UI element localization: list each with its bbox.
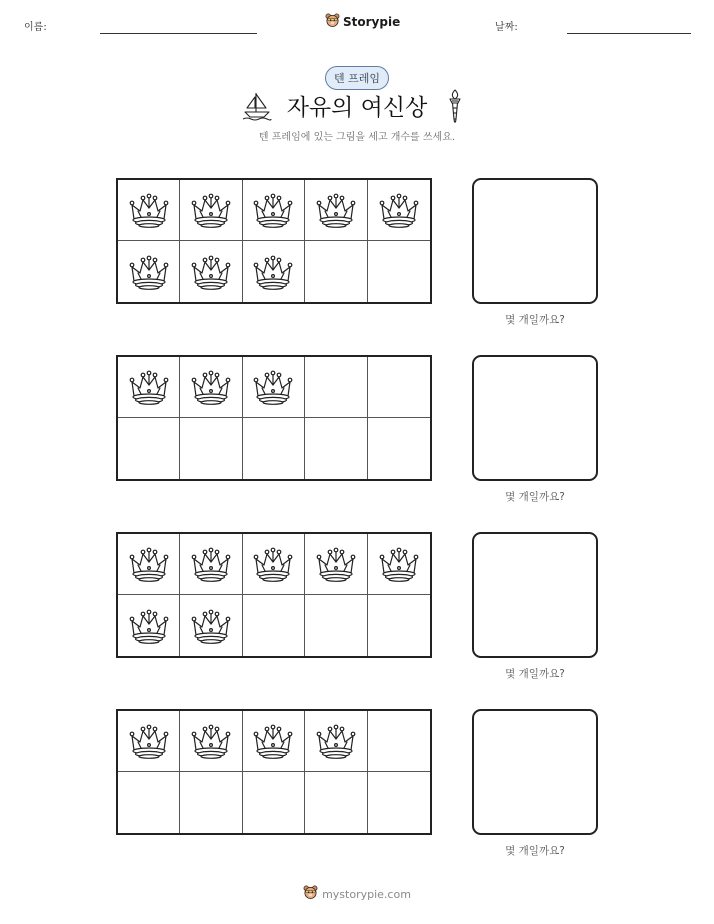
ten-frame-cell: [243, 241, 305, 302]
ten-frame-cell: [368, 357, 430, 418]
crown-icon: [253, 192, 293, 228]
ten-frame-cell: [180, 595, 242, 656]
question-label: 몇 개일까요?: [505, 668, 565, 680]
crown-icon: [253, 546, 293, 582]
crown-icon: [129, 192, 169, 228]
date-line: [567, 33, 691, 34]
ten-frame-cell: [180, 357, 242, 418]
ten-frame-cell: [368, 595, 430, 656]
crown-icon: [129, 608, 169, 644]
instructions: 텐 프레임에 있는 그림을 세고 개수를 쓰세요.: [258, 132, 456, 143]
crown-icon: [129, 546, 169, 582]
ten-frame-cell: [180, 534, 242, 595]
bear-logo-icon: [325, 12, 340, 32]
date-label: 날짜:: [495, 22, 518, 33]
question-label: 몇 개일까요?: [505, 314, 565, 326]
page-title: 자유의 여신상: [286, 95, 428, 121]
crown-icon: [253, 369, 293, 405]
ten-frame-cell: [243, 711, 305, 772]
ten-frame: [116, 709, 432, 835]
crown-icon: [253, 723, 293, 759]
ten-frame-cell: [180, 418, 242, 479]
crown-icon: [316, 546, 356, 582]
crown-icon: [129, 254, 169, 290]
crown-icon: [191, 608, 231, 644]
ten-frame-cell: [305, 357, 367, 418]
ten-frame-cell: [243, 595, 305, 656]
ten-frame-cell: [305, 534, 367, 595]
crown-icon: [191, 192, 231, 228]
ten-frame-cell: [368, 711, 430, 772]
brand-name: Storypie: [343, 15, 401, 29]
ten-frame-cell: [305, 595, 367, 656]
ten-frame-cell: [305, 241, 367, 302]
ten-frame-cell: [118, 180, 180, 241]
bear-logo-icon: [303, 884, 318, 904]
crown-icon: [253, 254, 293, 290]
ten-frame-cell: [180, 180, 242, 241]
ten-frame-cell: [243, 534, 305, 595]
ten-frame-cell: [118, 534, 180, 595]
footer: [0, 884, 714, 904]
ten-frame-cell: [368, 418, 430, 479]
crown-icon: [191, 254, 231, 290]
ten-frame-cell: [368, 772, 430, 833]
ten-frame-cell: [118, 418, 180, 479]
crown-icon: [129, 723, 169, 759]
ten-frame: [116, 355, 432, 481]
ten-frame-cell: [118, 595, 180, 656]
ten-frame-cell: [180, 241, 242, 302]
ten-frame-cell: [243, 418, 305, 479]
ten-frame-cell: [368, 241, 430, 302]
answer-box[interactable]: [472, 355, 598, 481]
ten-frame-cell: [243, 180, 305, 241]
ten-frame-cell: [118, 241, 180, 302]
ten-frame-cell: [243, 357, 305, 418]
ten-frame-cell: [368, 534, 430, 595]
crown-icon: [191, 369, 231, 405]
brand: [325, 12, 400, 32]
ten-frame-cell: [305, 418, 367, 479]
torch-icon: [446, 89, 464, 127]
ten-frame-cell: [180, 711, 242, 772]
ten-frame-cell: [180, 772, 242, 833]
answer-box[interactable]: [472, 532, 598, 658]
ten-frame-cell: [305, 772, 367, 833]
ten-frame-cell: [305, 711, 367, 772]
ten-frame: [116, 532, 432, 658]
ten-frame-cell: [243, 772, 305, 833]
ten-frame-cell: [118, 357, 180, 418]
category-badge: 텐 프레임: [325, 66, 389, 90]
footer-url: mystorypie.com: [322, 887, 411, 901]
crown-icon: [316, 192, 356, 228]
ten-frame-cell: [118, 772, 180, 833]
question-label: 몇 개일까요?: [505, 845, 565, 857]
crown-icon: [191, 546, 231, 582]
name-label: 이름:: [24, 22, 47, 33]
crown-icon: [379, 546, 419, 582]
crown-icon: [316, 723, 356, 759]
question-label: 몇 개일까요?: [505, 491, 565, 503]
answer-box[interactable]: [472, 709, 598, 835]
answer-box[interactable]: [472, 178, 598, 304]
ten-frame-cell: [118, 711, 180, 772]
crown-icon: [379, 192, 419, 228]
crown-icon: [191, 723, 231, 759]
name-line: [100, 33, 257, 34]
ten-frame-cell: [368, 180, 430, 241]
crown-icon: [129, 369, 169, 405]
ten-frame: [116, 178, 432, 304]
ten-frame-cell: [305, 180, 367, 241]
